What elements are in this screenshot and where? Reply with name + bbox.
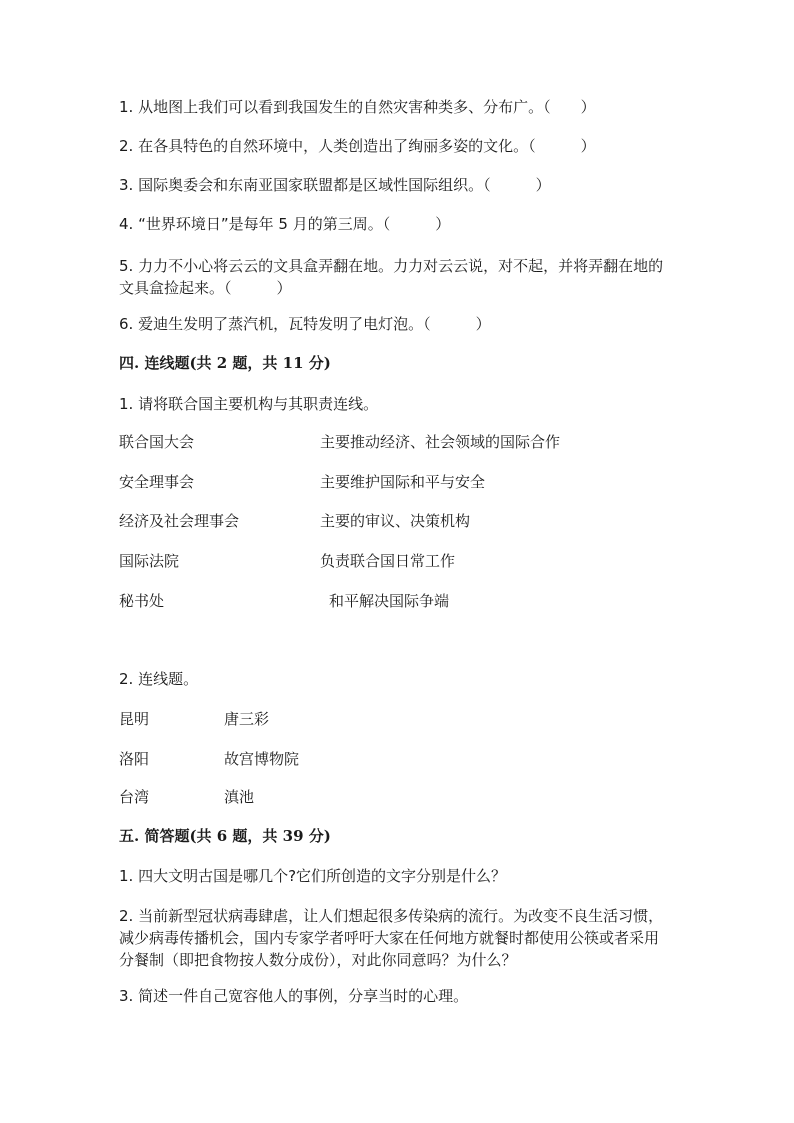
- city-3: 台湾: [119, 788, 150, 806]
- un-organ-3: 经济及社会理事会: [119, 512, 240, 530]
- matching-q1-prompt: 1. 请将联合国主要机构与其职责连线。: [119, 395, 379, 413]
- judgement-item-6: 6. 爱迪生发明了蒸汽机，瓦特发明了电灯泡。（ ）: [119, 315, 491, 333]
- judgement-item-1: 1. 从地图上我们可以看到我国发生的自然灾害种类多、分布广。（ ）: [119, 98, 596, 116]
- un-duty-2: 主要维护国际和平与安全: [320, 473, 486, 491]
- landmark-2: 故宫博物院: [224, 750, 300, 768]
- short-answer-3: 3. 简述一件自己宽容他人的事例，分享当时的心理。: [119, 987, 469, 1005]
- un-duty-1: 主要推动经济、社会领域的国际合作: [320, 433, 561, 451]
- un-organ-1: 联合国大会: [119, 433, 195, 451]
- short-answer-2: 2. 当前新型冠状病毒肆虐，让人们想起很多传染病的流行。为改变不良生活习惯，减少病毒传播机会，国内专家学者呼吁大家在任何地方就餐时都使用公筷或者采用分餐制（即把食物按人数分成份），对此你同意吗？为什么？: [119, 907, 664, 969]
- un-duty-3: 主要的审议、决策机构: [320, 512, 471, 530]
- un-organ-2: 安全理事会: [119, 473, 195, 491]
- landmark-3: 滇池: [224, 788, 255, 806]
- un-organ-4: 国际法院: [119, 552, 180, 570]
- section-4-title: 四. 连线题(共 2 题，共 11 分): [119, 354, 331, 372]
- judgement-item-3: 3. 国际奥委会和东南亚国家联盟都是区域性国际组织。（ ）: [119, 176, 551, 194]
- un-duty-4: 负责联合国日常工作: [320, 552, 456, 570]
- section-5-title: 五. 简答题(共 6 题，共 39 分): [119, 827, 331, 845]
- judgement-item-4: 4. “世界环境日”是每年 5 月的第三周。（ ）: [119, 215, 451, 233]
- judgement-item-2: 2. 在各具特色的自然环境中，人类创造出了绚丽多姿的文化。（ ）: [119, 137, 596, 155]
- matching-q2-prompt: 2. 连线题。: [119, 670, 199, 688]
- un-organ-5: 秘书处: [119, 592, 165, 610]
- judgement-item-5: 5. 力力不小心将云云的文具盒弄翻在地。力力对云云说，对不起，并将弄翻在地的文具盒捡起来。（ ）: [119, 257, 664, 297]
- short-answer-1: 1. 四大文明古国是哪几个?它们所创造的文字分别是什么？: [119, 867, 507, 885]
- un-duty-5: 和平解决国际争端: [329, 592, 450, 610]
- city-1: 昆明: [119, 710, 150, 728]
- city-2: 洛阳: [119, 750, 150, 768]
- landmark-1: 唐三彩: [224, 710, 270, 728]
